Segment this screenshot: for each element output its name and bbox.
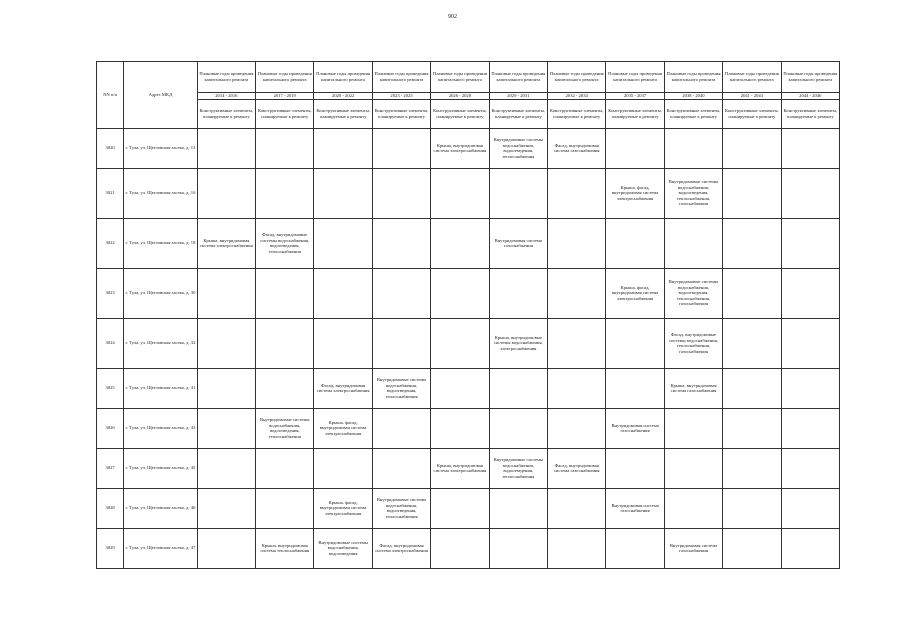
repair-elements-cell [489,528,547,568]
repair-elements-cell [723,528,781,568]
repair-elements-cell [723,218,781,268]
repair-elements-cell: Крыша, фасад, внутридомовая система электроснабжения [606,268,664,318]
repair-elements-cell: Фасад, внутридомовая система электроснабжения [372,528,430,568]
repair-elements-cell: Фасад, внутридомовая система газоснабжения [548,448,606,488]
repair-elements-cell [723,128,781,168]
repair-elements-cell [372,408,430,448]
row-number: 3020 [97,128,124,168]
repair-elements-cell [489,168,547,218]
repair-elements-cell [314,268,372,318]
repair-elements-cell: Внутридомовые системы водоснабжения, водоотведения, теплоснабжения [372,368,430,408]
repair-elements-cell [197,168,255,218]
repair-elements-cell: Крыша, внутридомовые системы водоснабжения, электроснабжения [489,318,547,368]
repair-elements-cell [664,408,722,448]
repair-elements-cell [197,488,255,528]
repair-elements-cell: Внутридомовые системы водоснабжения, водоотведения, теплоснабжения [489,448,547,488]
year-range-header: 2044 - 2046 [781,93,839,100]
repair-elements-cell [372,268,430,318]
repair-elements-cell [781,268,839,318]
repair-elements-cell [489,408,547,448]
repair-elements-cell [256,268,314,318]
repair-elements-cell [372,168,430,218]
repair-elements-cell [606,218,664,268]
repair-elements-cell: Внутридомовая система газоснабжения [606,408,664,448]
repair-elements-cell [372,128,430,168]
table-row [97,268,840,318]
repair-elements-cell [548,218,606,268]
address-column-header: Адрес МКД [124,62,197,129]
repair-elements-cell: Внутридомовая система газоснабжения [664,528,722,568]
repair-elements-cell [372,318,430,368]
repair-elements-cell: Фасад, внутридомовые системы водоснабжения, теплоснабжения, газоснабжения [664,318,722,368]
row-number: 3024 [97,318,124,368]
year-range-header: 2017 - 2019 [256,93,314,100]
year-range-header: 2032 - 2034 [548,93,606,100]
elements-header: Конструктивные элементы, планируемые к ремонту [489,99,547,128]
repair-elements-cell [606,318,664,368]
row-number: 3026 [97,408,124,448]
repair-elements-cell [606,448,664,488]
repair-elements-cell [723,268,781,318]
row-number: 3022 [97,218,124,268]
repair-elements-cell [431,528,489,568]
repair-elements-cell: Внутридомовая система газоснабжения [606,488,664,528]
repair-elements-cell [372,448,430,488]
year-range-header: 2014 - 2016 [197,93,255,100]
repair-elements-cell: Внутридомовые системы водоснабжения, водоотведения, теплоснабжения, газоснабжения [664,168,722,218]
table-row [97,168,840,218]
row-address: г. Тула, ул. Щегловская засека, д. 46 [124,488,197,528]
plan-years-header: Плановые годы проведения капитального ремонта [489,62,547,93]
repair-elements-cell [197,408,255,448]
row-address: г. Тула, ул. Щегловская засека, д. 47 [124,528,197,568]
plan-years-header: Плановые годы проведения капитального ремонта [781,62,839,93]
year-range-header: 2038 - 2040 [664,93,722,100]
repair-elements-cell [781,528,839,568]
repair-elements-cell [256,168,314,218]
year-range-header: 2029 - 2031 [489,93,547,100]
table-row [97,368,840,408]
repair-elements-cell [197,128,255,168]
repair-elements-cell [256,318,314,368]
repair-elements-cell: Крыша, фасад, внутридомовая система электроснабжения [606,168,664,218]
repair-elements-cell: Внутридомовые системы водоснабжения, водоотведения, теплоснабжения [256,408,314,448]
repair-elements-cell [548,488,606,528]
repair-elements-cell: Крыша, фасад, внутридомовая система электроснабжения [314,488,372,528]
elements-header: Конструктивные элементы, планируемые к ремонту [431,99,489,128]
repair-elements-cell [548,528,606,568]
repair-elements-cell [431,318,489,368]
elements-header: Конструктивные элементы, планируемые к ремонту [723,99,781,128]
repair-elements-cell [664,488,722,528]
repair-elements-cell [197,368,255,408]
plan-years-header: Плановые годы проведения капитального ремонта [314,62,372,93]
plan-years-header: Плановые годы проведения капитального ремонта [548,62,606,93]
row-address: г. Тула, ул. Щегловская засека, д. 32 [124,318,197,368]
repair-elements-cell [723,488,781,528]
row-number: 3025 [97,368,124,408]
repair-elements-cell [781,218,839,268]
repair-elements-cell: Крыша, внутридомовая система электроснабжения [197,218,255,268]
table-row [97,528,840,568]
repair-elements-cell [781,408,839,448]
elements-header: Конструктивные элементы, планируемые к ремонту [606,99,664,128]
repair-elements-cell [431,408,489,448]
repair-elements-cell: Фасад, внутридомовая система электроснабжения [314,368,372,408]
repair-elements-cell [489,368,547,408]
row-address: г. Тула, ул. Щегловская засека, д. 45 [124,448,197,488]
repair-elements-cell [431,268,489,318]
repair-elements-cell [197,318,255,368]
repair-elements-cell [548,168,606,218]
table-row [97,128,840,168]
repair-elements-cell [431,368,489,408]
repair-elements-cell [197,448,255,488]
repair-elements-cell [723,168,781,218]
elements-header: Конструктивные элементы, планируемые к ремонту [314,99,372,128]
page-number: 902 [448,14,457,20]
plan-years-header: Плановые годы проведения капитального ремонта [197,62,255,93]
repair-elements-cell [256,128,314,168]
repair-elements-cell [781,318,839,368]
repair-elements-cell [372,218,430,268]
repair-elements-cell [314,318,372,368]
repair-elements-cell: Внутридомовые системы водоснабжения, водоотведения, теплоснабжения, газоснабжения [664,268,722,318]
repair-elements-cell [781,448,839,488]
year-range-header: 2020 - 2022 [314,93,372,100]
capital-repair-table [96,61,840,569]
repair-elements-cell [197,268,255,318]
repair-elements-cell [256,368,314,408]
repair-elements-cell [606,368,664,408]
repair-elements-cell [548,368,606,408]
repair-elements-cell [431,168,489,218]
row-number: 3027 [97,448,124,488]
row-number: 3023 [97,268,124,318]
repair-elements-cell [781,168,839,218]
row-address: г. Тула, ул. Щегловская засека, д. 41 [124,368,197,408]
row-number: 3029 [97,528,124,568]
elements-header: Конструктивные элементы, планируемые к ремонту [256,99,314,128]
plan-years-header: Плановые годы проведения капитального ремонта [723,62,781,93]
table-row [97,408,840,448]
repair-elements-cell [781,368,839,408]
repair-elements-cell [781,488,839,528]
repair-elements-cell: Крыша, внутридомовая система газоснабжения [664,368,722,408]
plan-years-header: Плановые годы проведения капитального ремонта [664,62,722,93]
repair-elements-cell: Фасад, внутридомовая система газоснабжения [548,128,606,168]
repair-elements-cell: Внутридомовые системы водоснабжения, водоотведения, теплоснабжения [489,128,547,168]
row-address: г. Тула, ул. Щегловская засека, д. 18 [124,218,197,268]
repair-elements-cell [723,368,781,408]
repair-elements-cell [548,268,606,318]
row-address: г. Тула, ул. Щегловская засека, д. 13 [124,128,197,168]
row-number: 3021 [97,168,124,218]
repair-elements-cell [489,488,547,528]
year-range-header: 2035 - 2037 [606,93,664,100]
repair-elements-cell [314,448,372,488]
repair-elements-cell [723,318,781,368]
repair-elements-cell [314,168,372,218]
elements-header: Конструктивные элементы, планируемые к ремонту [781,99,839,128]
repair-elements-cell [431,218,489,268]
repair-elements-cell [664,448,722,488]
repair-elements-cell: Крыша, внутридомовая система электроснабжения [431,448,489,488]
plan-years-header: Плановые годы проведения капитального ремонта [431,62,489,93]
table-row [97,448,840,488]
repair-elements-cell: Внутридомовая система газоснабжения [489,218,547,268]
row-address: г. Тула, ул. Щегловская засека, д. 16 [124,168,197,218]
repair-elements-cell [606,128,664,168]
elements-header: Конструктивные элементы, планируемые к ремонту [197,99,255,128]
num-column-header: NN п/п [97,62,124,129]
repair-elements-cell: Внутридомовые системы водоснабжения, водоотведения, теплоснабжения [372,488,430,528]
repair-elements-cell [314,128,372,168]
repair-elements-cell [723,408,781,448]
repair-elements-cell [548,408,606,448]
plan-years-header: Плановые годы проведения капитального ремонта [606,62,664,93]
plan-years-header: Плановые годы проведения капитального ремонта [372,62,430,93]
row-address: г. Тула, ул. Щегловская засека, д. 30 [124,268,197,318]
elements-header: Конструктивные элементы, планируемые к ремонту [548,99,606,128]
repair-elements-cell [314,218,372,268]
repair-elements-cell: Внутридомовые системы водоснабжения, водоотведения [314,528,372,568]
elements-header: Конструктивные элементы, планируемые к ремонту [372,99,430,128]
table-header [97,62,840,129]
repair-elements-cell: Крыша, фасад, внутридомовая система электроснабжения [314,408,372,448]
row-number: 3028 [97,488,124,528]
repair-elements-cell [548,318,606,368]
table-row [97,218,840,268]
repair-elements-cell: Крыша, внутридомовая система электроснабжения [431,128,489,168]
elements-header: Конструктивные элементы, планируемые к ремонту [664,99,722,128]
year-range-header: 2023 - 2025 [372,93,430,100]
table-body [97,128,840,568]
repair-elements-cell [489,268,547,318]
repair-elements-cell [256,448,314,488]
repair-elements-cell [256,488,314,528]
year-range-header: 2041 - 2043 [723,93,781,100]
year-range-header: 2026 - 2028 [431,93,489,100]
repair-elements-cell [197,528,255,568]
repair-elements-cell [664,218,722,268]
repair-elements-cell: Фасад, внутридомовые системы водоснабжения, водоотведения, теплоснабжения [256,218,314,268]
row-address: г. Тула, ул. Щегловская засека, д. 43 [124,408,197,448]
repair-elements-cell [781,128,839,168]
plan-years-header: Плановые годы проведения капитального ремонта [256,62,314,93]
repair-elements-cell: Крыша, внутридомовая система теплоснабжения [256,528,314,568]
table-row [97,488,840,528]
repair-elements-cell [431,488,489,528]
table-row [97,318,840,368]
repair-elements-cell [664,128,722,168]
repair-elements-cell [606,528,664,568]
repair-elements-cell [723,448,781,488]
